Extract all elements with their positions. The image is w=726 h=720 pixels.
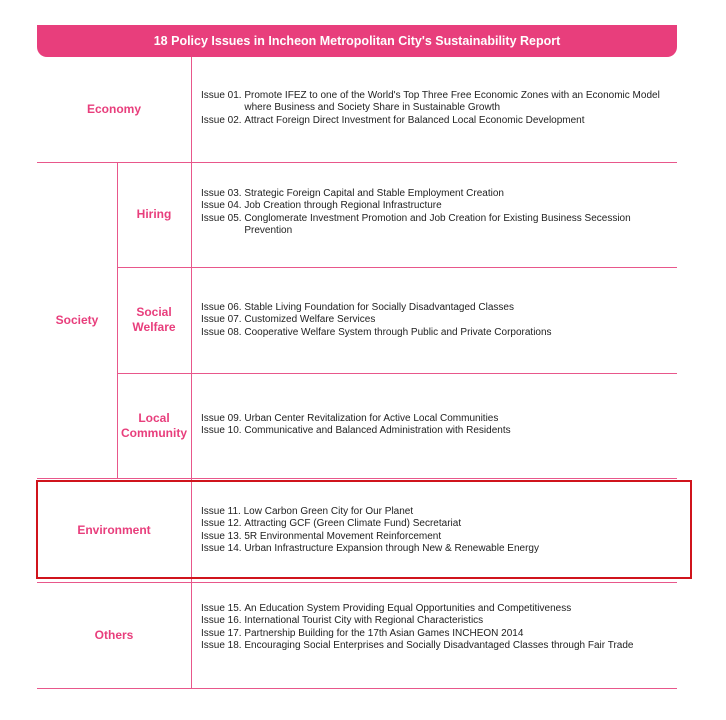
issue-number: Issue 08. xyxy=(201,326,245,338)
issue-number: Issue 15. xyxy=(201,603,245,614)
table-title-bar xyxy=(37,25,677,57)
issues-economy xyxy=(201,90,671,127)
issue-number: Issue 05. xyxy=(201,212,245,224)
issue-text: Partnership Building for the 17th Asian Games INCHEON 2014 xyxy=(244,627,524,639)
issue-number: Issue 18. xyxy=(201,639,245,651)
issue-number: Issue 04. xyxy=(201,200,245,212)
issue-text: Job Creation through Regional Infrastructure xyxy=(244,200,442,212)
issue-number: Issue 17. xyxy=(201,627,245,639)
issue-item xyxy=(201,603,671,615)
issue-number: Issue 13. xyxy=(201,530,245,542)
issue-item xyxy=(201,188,671,200)
issues-others xyxy=(201,603,671,652)
row-divider-welfare xyxy=(117,373,677,374)
issue-number: Issue 16. xyxy=(201,615,245,627)
issue-item xyxy=(201,425,671,437)
issue-text: Customized Welfare Services xyxy=(244,314,376,326)
issue-text: Attract Foreign Direct Investment for Balanced Local Economic Development xyxy=(244,114,585,126)
issue-text: Urban Center Revitalization for Active Local Communities xyxy=(244,413,499,424)
issue-text: Low Carbon Green City for Our Planet xyxy=(243,506,414,517)
issues-welfare xyxy=(201,302,671,339)
issue-item xyxy=(201,615,671,627)
issue-text: Communicative and Balanced Administration with Residents xyxy=(244,425,511,437)
issue-number: Issue 01. xyxy=(201,90,245,101)
table-bottom-rule xyxy=(37,688,677,689)
issue-number: Issue 06. xyxy=(201,302,245,313)
issue-number: Issue 03. xyxy=(201,188,245,199)
issue-item xyxy=(201,413,671,425)
issue-text: 5R Environmental Movement Reinforcement xyxy=(244,530,442,542)
row-divider-hiring xyxy=(117,267,677,268)
subcategory-hiring: Hiring xyxy=(136,207,172,221)
issue-number: Issue 09. xyxy=(201,413,245,424)
issue-text: Attracting GCF (Green Climate Fund) Secretariat xyxy=(244,518,462,530)
issue-item xyxy=(201,213,671,238)
category-economy: Economy xyxy=(86,102,141,116)
issue-text: Conglomerate Investment Promotion and Job Creation for Existing Business Secession Prevention xyxy=(244,212,631,236)
issue-text: Encouraging Social Enterprises and Socially Disadvantaged Classes through Fair Trade xyxy=(244,639,634,651)
issue-item xyxy=(201,200,671,212)
issue-item xyxy=(201,640,671,652)
table-title: 18 Policy Issues in Incheon Metropolitan City's Sustainability Report xyxy=(153,34,561,48)
issue-text: An Education System Providing Equal Opportunities and Competitiveness xyxy=(244,603,572,614)
issue-text: Strategic Foreign Capital and Stable Employment Creation xyxy=(244,188,504,199)
issue-item xyxy=(201,115,671,127)
issue-number: Issue 11. xyxy=(201,506,244,517)
issue-number: Issue 10. xyxy=(201,425,245,437)
issue-item xyxy=(201,314,671,326)
issue-number: Issue 14. xyxy=(201,542,245,554)
category-environment: Environment xyxy=(77,522,151,537)
issue-item xyxy=(201,628,671,640)
category-society: Society xyxy=(55,312,99,327)
issue-item xyxy=(201,90,671,115)
category-others: Others xyxy=(94,627,134,642)
issue-number: Issue 07. xyxy=(201,314,245,326)
issues-community xyxy=(201,413,671,438)
issue-item xyxy=(201,327,671,339)
issue-text: Promote IFEZ to one of the World's Top Three Free Economic Zones with an Economic Model where Business and Society Share in Sustainable Growth xyxy=(244,90,660,114)
subcategory-local-community: Local Community xyxy=(121,410,187,440)
issue-text: Cooperative Welfare System through Public and Private Corporations xyxy=(244,326,552,338)
issue-number: Issue 02. xyxy=(201,114,245,126)
issue-text: Urban Infrastructure Expansion through New & Renewable Energy xyxy=(244,542,539,554)
issue-item xyxy=(201,302,671,314)
environment-highlight-box xyxy=(36,480,692,579)
issue-text: International Tourist City with Regional Characteristics xyxy=(244,615,484,627)
issues-hiring xyxy=(201,188,671,237)
issue-number: Issue 12. xyxy=(201,518,245,530)
issue-text: Stable Living Foundation for Socially Disadvantaged Classes xyxy=(244,302,514,313)
subcategory-social-welfare: Social Welfare xyxy=(132,305,176,334)
